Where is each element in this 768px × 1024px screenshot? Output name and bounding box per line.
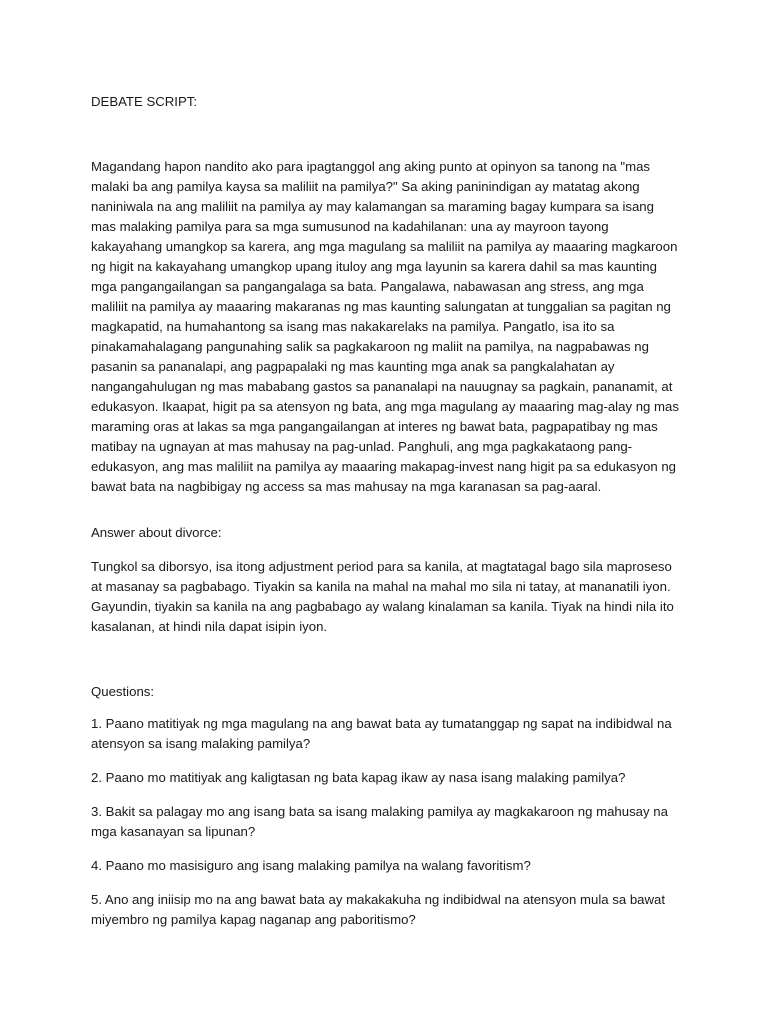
question-item: 1. Paano matitiyak ng mga magulang na ang bawat bata ay tumatanggap ng sapat na indibidwal na atensyon sa isang malaking pamilya?: [91, 716, 672, 751]
question-item: 2. Paano mo matitiyak ang kaligtasan ng bata kapag ikaw ay nasa isang malaking pamilya?: [91, 770, 626, 785]
question-list: [91, 714, 681, 944]
questions-heading: Questions:: [91, 684, 155, 699]
question-item: 3. Bakit sa palagay mo ang isang bata sa isang malaking pamilya ay magkakaroon ng mahusay na mga kasanayan sa lipunan?: [91, 804, 668, 839]
debate-paragraph: Magandang hapon nandito ako para ipagtanggol ang aking punto at opinyon sa tanong na "mas malaki ba ang pamilya kaysa sa maliliit na pamilya?" Sa aking paninindigan ay matatag akong naniniwala na ang maliliit na pamilya ay may kalamangan sa maraming bagay kumpara sa isang mas malaking pamilya para sa mga sumusunod na kadahilanan: una ay mayroon tayong kakayahang umangkop sa karera, ang mga magulang sa maliliit na pamilya ay maaaring magkaroon ng higit na kakayahang umangkop upang ituloy ang mga layunin sa karera dahil sa mas kaunting mga pangangailangan sa pangangalaga sa bata. Pangalawa, nabawasan ang stress, ang mga maliliit na pamilya ay maaaring makaranas ng mas kaunting salungatan at tunggalian sa pagitan ng magkapatid, na humahantong sa isang mas nakakarelaks na pamilya. Pangatlo, isa ito sa pinakamahalagang pangunahing salik sa pagkakaroon ng maliit na pamilya, na nagpabawas ng pasanin sa pananalapi, ang pagpapalaki ng mas kaunting mga anak sa pangkalahatan ay nangangahulugan ng mas mababang gastos sa pananalapi na nauugnay sa pagkain, pananamit, at edukasyon. Ikaapat, higit pa sa atensyon ng bata, ang mga magulang ay maaaring mag-alay ng mas maraming oras at lakas sa mga pangangailangan at interes ng bawat bata, pagpapatibay ng mas matibay na ugnayan at mas mahusay na pag-unlad. Panghuli, ang mga pagkakataong pang-edukasyon, ang mas maliliit na pamilya ay maaaring makapag-invest nang higit pa sa edukasyon ng bawat bata na nagbibigay ng access sa mas mahusay na mga karanasan sa pag-aaral.: [91, 159, 679, 494]
divorce-heading: Answer about divorce:: [91, 525, 222, 540]
divorce-paragraph: Tungkol sa diborsyo, isa itong adjustment period para sa kanila, at magtatagal bago sila maproseso at masanay sa pagbabago. Tiyakin sa kanila na mahal na mahal mo sila ni tatay, at mananatili iyon. Gayundin, tiyakin sa kanila na ang pagbabago ay walang kinalaman sa kanila. Tiyak na hindi nila ito kasalanan, at hindi nila dapat isipin iyon.: [91, 559, 674, 634]
document-title: DEBATE SCRIPT:: [91, 94, 198, 109]
question-item: 4. Paano mo masisiguro ang isang malaking pamilya na walang favoritism?: [91, 858, 531, 873]
question-item: 5. Ano ang iniisip mo na ang bawat bata ay makakakuha ng indibidwal na atensyon mula sa bawat miyembro ng pamilya kapag naganap ang paboritismo?: [91, 892, 666, 927]
